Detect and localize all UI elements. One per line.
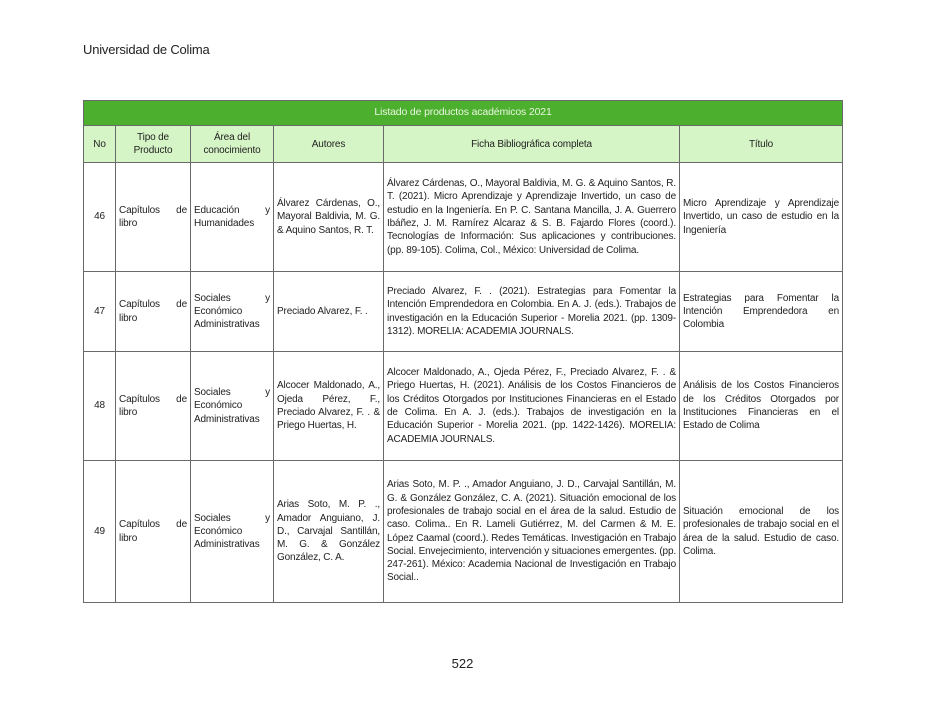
cell-autores: Preciado Alvarez, F. . xyxy=(274,272,384,352)
column-header-ficha: Ficha Bibliográfica completa xyxy=(384,126,680,163)
cell-titulo: Estrategias para Fomentar la Intención Emprendedora en Colombia xyxy=(680,272,843,352)
cell-ficha: Alcocer Maldonado, A., Ojeda Pérez, F., Preciado Alvarez, F. . & Priego Huertas, H. (2021). Análisis de los Costos Financieros de los Créditos Otorgados por Instituciones Financieras en el Estado de Colima. En A. J. (eds.). Trabajos de investigación en la Educación Superior - Morelia 2021. (pp. 1422-1426). MORELIA: ACADEMIA JOURNALS. xyxy=(384,352,680,461)
column-header-titulo: Título xyxy=(680,126,843,163)
cell-autores: Álvarez Cárdenas, O., Mayoral Baldivia, M. G. & Aquino Santos, R. T. xyxy=(274,163,384,272)
cell-no: 48 xyxy=(84,352,116,461)
cell-tipo: Capítulos de libro xyxy=(116,461,191,603)
cell-area: Sociales y Económico Administrativas xyxy=(191,352,274,461)
table-row xyxy=(84,352,843,461)
cell-titulo: Análisis de los Costos Financieros de los Créditos Otorgados por Instituciones Financieras en el Estado de Colima xyxy=(680,352,843,461)
cell-tipo: Capítulos de libro xyxy=(116,352,191,461)
table-row xyxy=(84,163,843,272)
column-header-area: Área del conocimiento xyxy=(191,126,274,163)
cell-no: 49 xyxy=(84,461,116,603)
column-header-tipo: Tipo de Producto xyxy=(116,126,191,163)
table-row xyxy=(84,272,843,352)
cell-titulo: Situación emocional de los profesionales de trabajo social en el área de la salud. Estudio de caso. Colima. xyxy=(680,461,843,603)
cell-titulo: Micro Aprendizaje y Aprendizaje Invertido, un caso de estudio en la Ingeniería xyxy=(680,163,843,272)
cell-tipo: Capítulos de libro xyxy=(116,272,191,352)
cell-tipo: Capítulos de libro xyxy=(116,163,191,272)
page-number: 522 xyxy=(451,656,474,671)
column-header-autores: Autores xyxy=(274,126,384,163)
cell-ficha: Álvarez Cárdenas, O., Mayoral Baldivia, M. G. & Aquino Santos, R. T. (2021). Micro Aprendizaje y Aprendizaje Invertido, un caso de estudio en la Ingeniería. En P. C. Santana Mancilla, J. A. Guerrero Ibáñez, J. M. Ramírez Alcaraz & S. B. Fajardo Flores (coord.). Tecnologías de Información: Sus aplicaciones y contribuciones. (pp. 89-105). Colima, Col., México: Universidad de Colima. xyxy=(384,163,680,272)
table-row xyxy=(84,461,843,603)
cell-autores: Arias Soto, M. P. ., Amador Anguiano, J. D., Carvajal Santillán, M. G. & González González, C. A. xyxy=(274,461,384,603)
cell-area: Sociales y Económico Administrativas xyxy=(191,461,274,603)
cell-no: 47 xyxy=(84,272,116,352)
cell-area: Educación y Humanidades xyxy=(191,163,274,272)
products-table xyxy=(83,100,843,603)
cell-area: Sociales y Económico Administrativas xyxy=(191,272,274,352)
cell-autores: Alcocer Maldonado, A., Ojeda Pérez, F., Preciado Alvarez, F. . & Priego Huertas, H. xyxy=(274,352,384,461)
cell-ficha: Preciado Alvarez, F. . (2021). Estrategias para Fomentar la Intención Emprendedora en Colombia. En A. J. (eds.). Trabajos de investigación en la Educación Superior - Morelia 2021. (pp. 1309-1312). MORELIA: ACADEMIA JOURNALS. xyxy=(384,272,680,352)
cell-no: 46 xyxy=(84,163,116,272)
cell-ficha: Arias Soto, M. P. ., Amador Anguiano, J. D., Carvajal Santillán, M. G. & González González, C. A. (2021). Situación emocional de los profesionales de trabajo social en el área de la salud. Estudio de caso. Colima.. En R. Lameli Gutiérrez, M. del Carmen & M. E. López Caamal (coord.). Redes Temáticas. Investigación en Trabajo Social. Envejecimiento, intervención y situaciones emergentes. (pp. 247-261). México: Academia Nacional de Investigación en Trabajo Social.. xyxy=(384,461,680,603)
column-header-no: No xyxy=(84,126,116,163)
institution-header: Universidad de Colima xyxy=(83,42,210,57)
table-title: Listado de productos académicos 2021 xyxy=(84,101,843,126)
